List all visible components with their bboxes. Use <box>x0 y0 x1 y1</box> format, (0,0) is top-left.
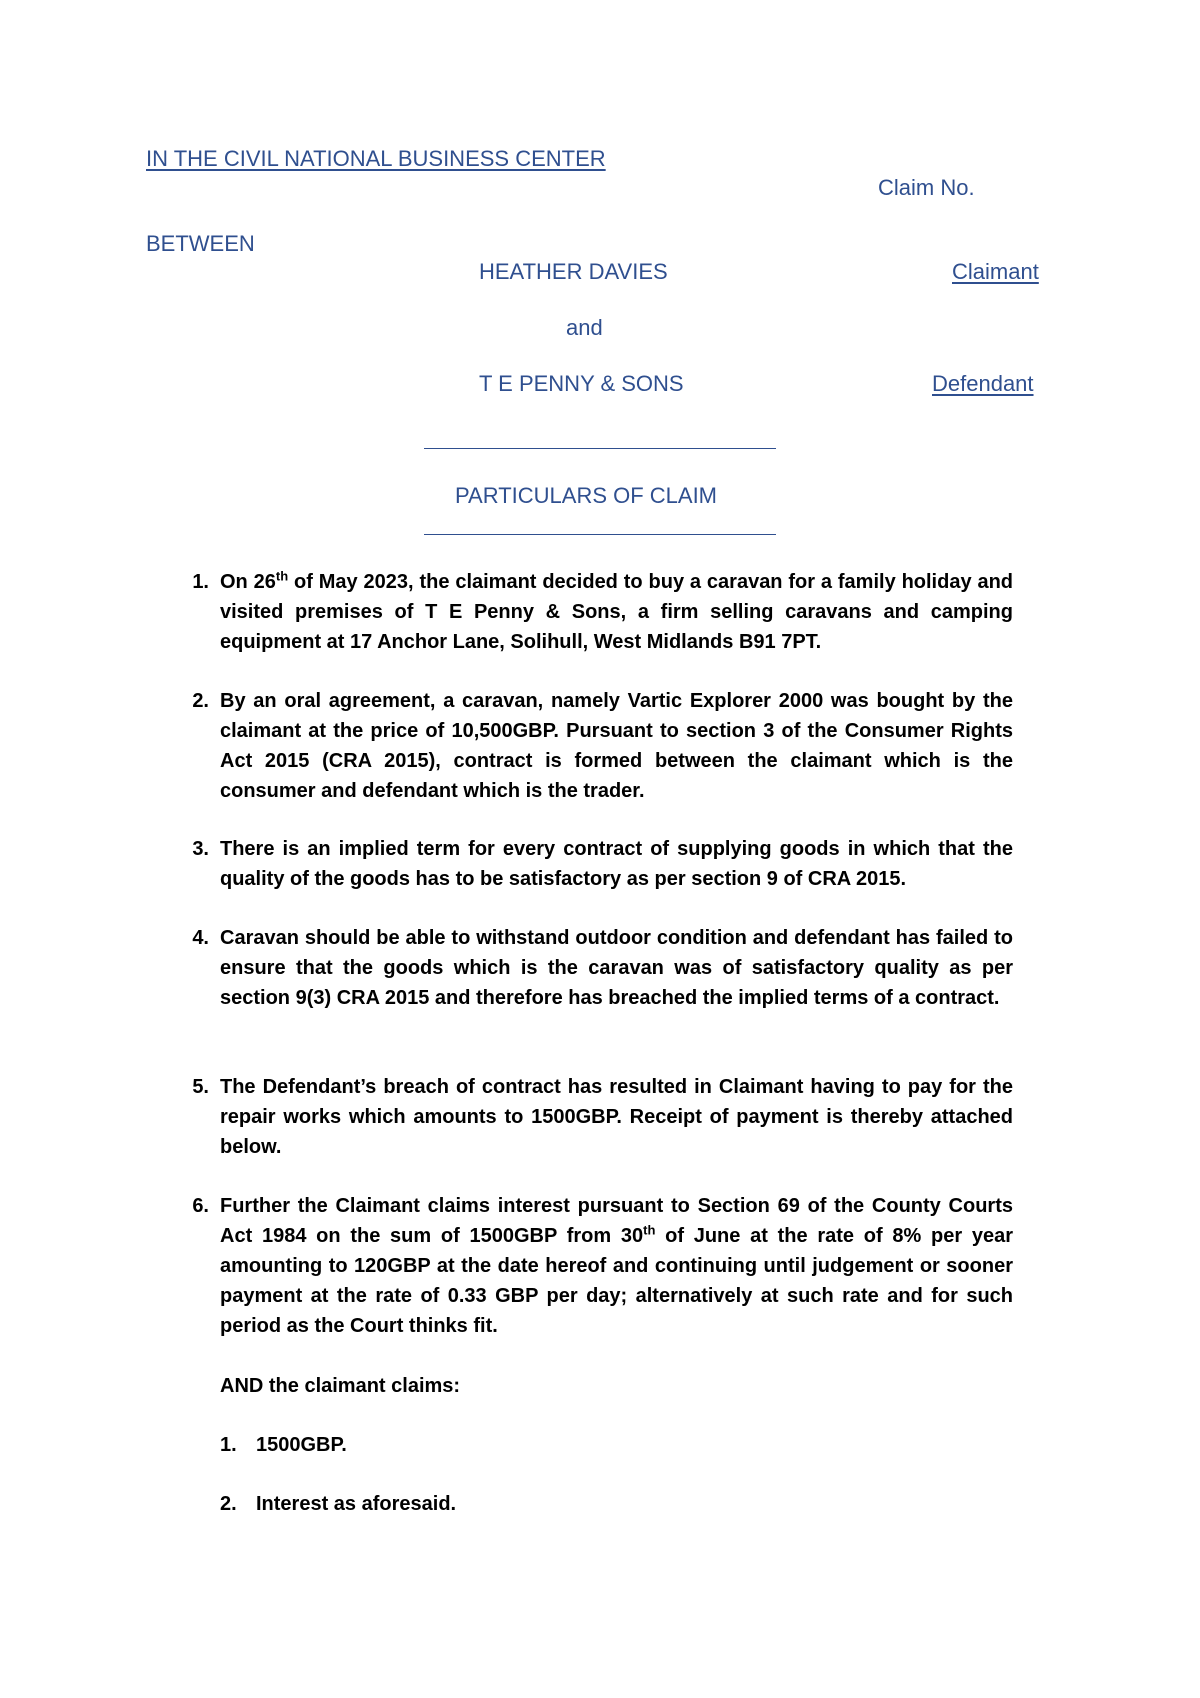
court-heading: IN THE CIVIL NATIONAL BUSINESS CENTER <box>146 146 606 171</box>
and-label: and <box>566 315 603 340</box>
defendant-role: Defendant <box>932 371 1034 396</box>
paragraph-text: On 26th of May 2023, the claimant decided to buy a caravan for a family holiday and visited premises of T E Penny & Sons, a firm selling caravans and camping equipment at 17 Anchor Lane, Solihull, West Midlands B91 7PT. <box>220 568 1013 653</box>
paragraph-number: 5. <box>192 1076 209 1098</box>
claim-item <box>220 1489 456 1519</box>
claim-number-label: Claim No. <box>878 175 975 200</box>
paragraph-text: There is an implied term for every contract of supplying goods in which that the quality of the goods has to be satisfactory as per section 9 of CRA 2015. <box>220 838 1013 890</box>
paragraph-text: Caravan should be able to withstand outdoor condition and defendant has failed to ensure that the goods which is the caravan was of satisfactory quality as per section 9(3) CRA 2015 and therefore has breached the implied terms of a contract. <box>220 927 1013 1009</box>
claim-item-number: 1. <box>220 1434 237 1456</box>
claimant-name: HEATHER DAVIES <box>479 259 668 284</box>
document-title: PARTICULARS OF CLAIM <box>455 483 718 508</box>
claim-item <box>220 1430 347 1460</box>
paragraph-text: Further the Claimant claims interest pursuant to Section 69 of the County Courts Act 1984 on the sum of 1500GBP from 30th of June at the rate of 8% per year amounting to 120GBP at the date hereof and continuing until judgement or sooner payment at the rate of 0.33 GBP per day; alternatively at such rate and for such period as the Court thinks fit. <box>220 1195 1013 1337</box>
paragraph-text: The Defendant’s breach of contract has resulted in Claimant having to pay for the repair works which amounts to 1500GBP. Receipt of payment is thereby attached below. <box>220 1076 1013 1158</box>
claim-item-number: 2. <box>220 1493 237 1515</box>
paragraph-text: By an oral agreement, a caravan, namely Vartic Explorer 2000 was bought by the claimant at the price of 10,500GBP. Pursuant to section 3 of the Consumer Rights Act 2015 (CRA 2015), contract is formed between the claimant which is the consumer and defendant which is the trader. <box>220 690 1013 802</box>
claim-item-text: Interest as aforesaid. <box>256 1493 457 1515</box>
paragraph-number: 3. <box>192 838 209 860</box>
paragraph-number: 1. <box>192 571 209 593</box>
between-label: BETWEEN <box>146 231 255 256</box>
paragraph-number: 4. <box>192 927 209 949</box>
paragraph-number: 6. <box>192 1195 209 1217</box>
claimant-role: Claimant <box>952 259 1039 284</box>
title-top-rule <box>424 448 776 449</box>
title-bottom-rule <box>424 534 776 535</box>
claim-item-text: 1500GBP. <box>256 1434 347 1456</box>
paragraph-number: 2. <box>192 690 209 712</box>
defendant-name: T E PENNY & SONS <box>479 371 684 396</box>
claims-intro: AND the claimant claims: <box>220 1375 461 1397</box>
